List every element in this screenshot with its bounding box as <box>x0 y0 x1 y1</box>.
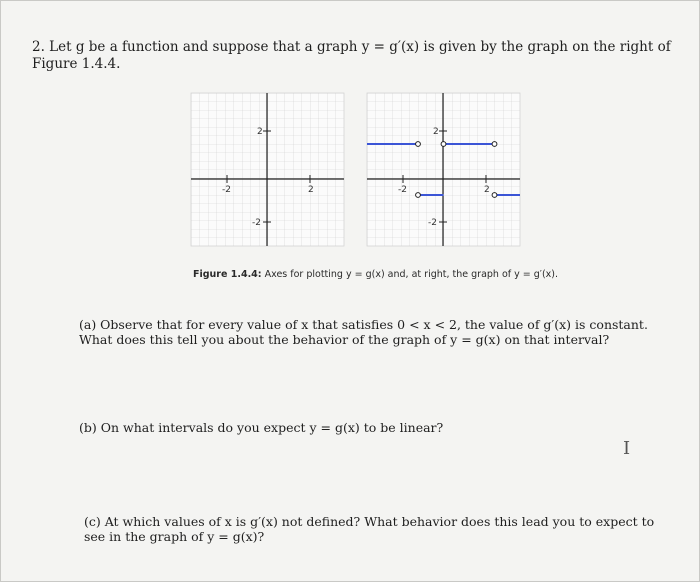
right-tick-ypos: 2 <box>433 127 439 137</box>
figure <box>186 88 526 267</box>
right-tick-xpos: 2 <box>484 185 490 195</box>
part-b-question: (b) On what intervals do you expect y = g(x) to be linear? <box>79 420 444 435</box>
open-endpoint <box>416 193 421 198</box>
left-tick-xpos: 2 <box>308 185 314 195</box>
open-endpoint <box>441 142 446 147</box>
problem-statement: 2. Let g be a function and suppose that a graph y = g′(x) is given by the graph on the right of Figure 1.4.4. <box>32 39 671 72</box>
left-axes <box>191 93 344 246</box>
right-axes <box>367 93 520 246</box>
caption-label: Figure 1.4.4: <box>193 269 262 280</box>
left-tick-yneg: -2 <box>252 218 261 228</box>
left-tick-xneg: -2 <box>222 185 231 195</box>
part-c-question: (c) At which values of x is g′(x) not defined? What behavior does this lead you to expect to see in the graph of y = g(x)? <box>84 514 655 544</box>
open-endpoint <box>492 142 497 147</box>
figure-caption <box>193 269 558 280</box>
text-cursor-icon: I <box>623 438 631 459</box>
caption-text: Axes for plotting y = g(x) and, at right, the graph of y = g′(x). <box>261 269 559 280</box>
right-tick-yneg: -2 <box>428 218 437 228</box>
figure-graphs <box>186 88 526 263</box>
part-a-question: (a) Observe that for every value of x that satisfies 0 < x < 2, the value of g′(x) is constant. What does this tell you about the behavior of the graph of y = g(x) on that interval? <box>79 317 648 347</box>
left-tick-ypos: 2 <box>257 127 263 137</box>
open-endpoint <box>492 193 497 198</box>
right-tick-xneg: -2 <box>398 185 407 195</box>
open-endpoint <box>416 142 421 147</box>
